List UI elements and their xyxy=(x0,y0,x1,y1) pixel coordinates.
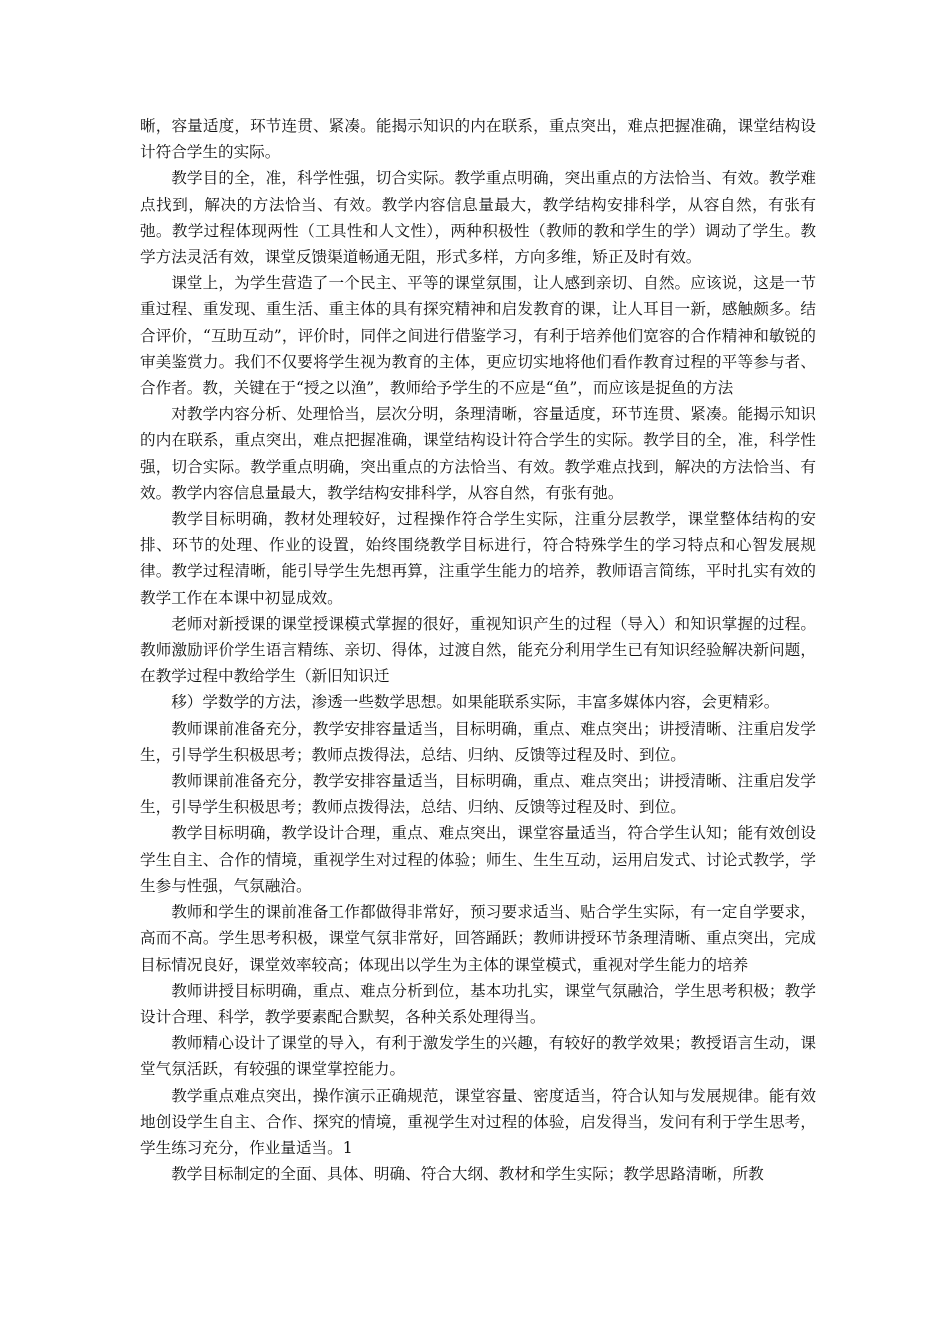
paragraph-15: 教学目标制定的全面、具体、明确、符合大纲、教材和学生实际；教学思路清晰，所教 xyxy=(171,1165,764,1184)
paragraph-12: 教师讲授目标明确，重点、难点分析到位，基本功扎实，课堂气氛融洽，学生思考积极；教学设计合理、科学，教学要素配合默契，各种关系处理得当。 xyxy=(140,981,816,1026)
paragraph-6: 老师对新授课的课堂授课模式掌握的很好，重视知识产生的过程（导入）和知识掌握的过程。教师激励评价学生语言精练、亲切、得体，过渡自然，能充分利用学生已有知识经验解决新问题，在教学过程中教给学生（新旧知识迁 xyxy=(140,614,816,686)
paragraph-14: 教学重点难点突出，操作演示正确规范，课堂容量、密度适当，符合认知与发展规律。能有效地创设学生自主、合作、探究的情境，重视学生对过程的体验，启发得当，发问有利于学生思考，学生练习充分，作业量适当。1 xyxy=(140,1086,816,1157)
document-page xyxy=(140,113,816,1187)
paragraph-1: 晰，容量适度，环节连贯、紧凑。能揭示知识的内在联系，重点突出，难点把握准确，课堂结构设计符合学生的实际。 xyxy=(140,117,816,162)
paragraph-11: 教师和学生的课前准备工作都做得非常好，预习要求适当、贴合学生实际，有一定自学要求，高而不高。学生思考积极，课堂气氛非常好，回答踊跃；教师讲授环节条理清晰、重点突出，完成目标情况良好，课堂效率较高；体现出以学生为主体的课堂模式，重视对学生能力的培养 xyxy=(140,903,816,974)
paragraph-10: 教学目标明确，教学设计合理，重点、难点突出，课堂容量适当，符合学生认知；能有效创设学生自主、合作的情境，重视学生对过程的体验；师生、生生互动，运用启发式、讨论式教学，学生参与性强，气氛融洽。 xyxy=(140,824,816,895)
paragraph-7: 移）学数学的方法，渗透一些数学思想。如果能联系实际，丰富多媒体内容，会更精彩。 xyxy=(171,693,780,712)
paragraph-8: 教师课前准备充分，教学安排容量适当，目标明确，重点、难点突出；讲授清晰、注重启发学生，引导学生积极思考；教师点拨得法，总结、归纳、反馈等过程及时、到位。 xyxy=(140,719,816,764)
paragraph-3: 课堂上，为学生营造了一个民主、平等的课堂氛围，让人感到亲切、自然。应该说，这是一节重过程、重发现、重生活、重主体的具有探究精神和启发教育的课，让人耳目一新，感触颇多。结合评价，“互助互动”，评价时，同伴之间进行借鉴学习，有利于培养他们宽容的合作精神和敏锐的审美鉴赏力。我们不仅要将学生视为教育的主体，更应切实地将他们看作教育过程的平等参与者、合作者。教，关键在于“授之以渔”，教师给予学生的不应是“鱼”，而应该是捉鱼的方法 xyxy=(140,274,816,398)
paragraph-5: 教学目标明确，教材处理较好，过程操作符合学生实际，注重分层教学，课堂整体结构的安排、环节的处理、作业的设置，始终围绕教学目标进行，符合特殊学生的学习特点和心智发展规律。教学过程清晰，能引导学生先想再算，注重学生能力的培养，教师语言简练，平时扎实有效的教学工作在本课中初显成效。 xyxy=(140,510,816,607)
paragraph-13: 教师精心设计了课堂的导入，有利于激发学生的兴趣，有较好的教学效果；教授语言生动，课堂气氛活跃，有较强的课堂掌控能力。 xyxy=(140,1034,816,1079)
paragraph-4: 对教学内容分析、处理恰当，层次分明，条理清晰，容量适度，环节连贯、紧凑。能揭示知识的内在联系，重点突出，难点把握准确，课堂结构设计符合学生的实际。教学目的全，准，科学性强，切合实际。教学重点明确，突出重点的方法恰当、有效。教学难点找到，解决的方法恰当、有效。教学内容信息量最大，教学结构安排科学，从容自然，有张有弛。 xyxy=(140,405,816,502)
paragraph-2: 教学目的全，准，科学性强，切合实际。教学重点明确，突出重点的方法恰当、有效。教学难点找到，解决的方法恰当、有效。教学内容信息量最大，教学结构安排科学，从容自然，有张有弛。教学过程体现两性（工具性和人文性），两种积极性（教师的教和学生的学）调动了学生。教学方法灵活有效，课堂反馈渠道畅通无阻，形式多样，方向多维，矫正及时有效。 xyxy=(140,169,816,267)
paragraph-9: 教师课前准备充分，教学安排容量适当，目标明确，重点、难点突出；讲授清晰、注重启发学生，引导学生积极思考；教师点拨得法，总结、归纳、反馈等过程及时、到位。 xyxy=(140,772,816,817)
